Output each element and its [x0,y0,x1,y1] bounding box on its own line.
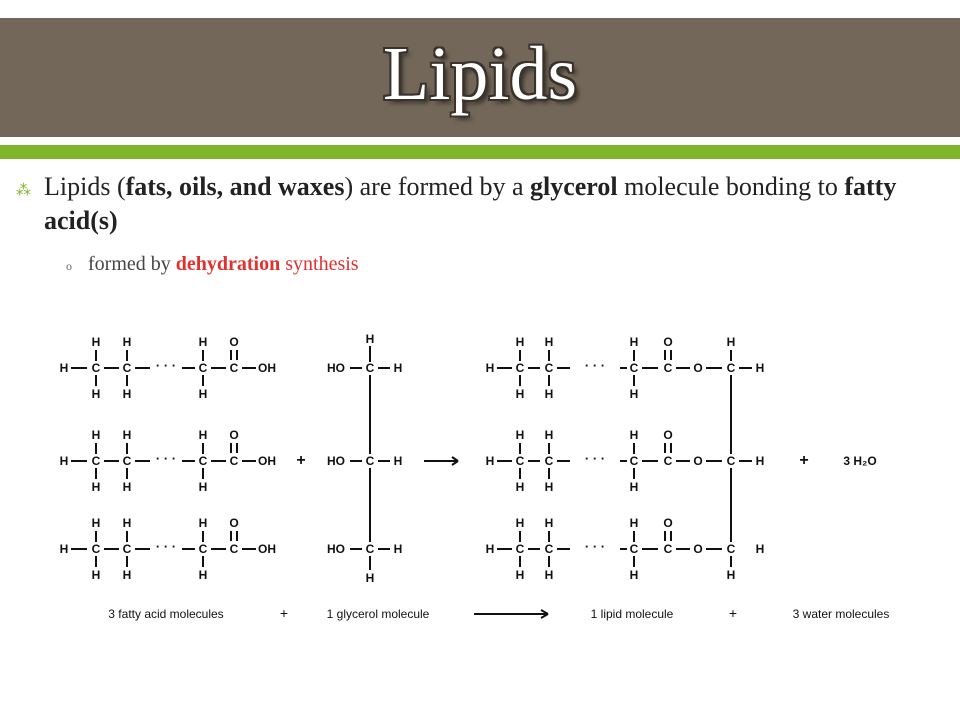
hydrogen-atom: H [544,335,554,349]
text-run-highlight: dehydration [175,253,281,275]
hydrogen-atom: H [122,335,132,349]
plus-sign: + [728,605,738,621]
hydrogen-atom: H [515,387,525,401]
text-run-bold: fatty acid(s) [44,172,897,235]
hydrogen-atom: H [515,480,525,494]
hydrogen-atom: H [515,568,525,582]
carbon-atom: C [663,542,673,556]
accent-rule [0,145,960,159]
hydrogen-atom: H [515,516,525,530]
carbon-atom: C [726,361,736,375]
hydroxyl-group: OH [258,361,276,375]
carbon-atom: C [91,454,101,468]
caption-arrow [541,614,548,618]
hydrogen-atom: H [198,387,208,401]
hydroxyl-group: HO [327,361,345,375]
carbon-atom: C [629,454,639,468]
text-run: formed by [88,253,176,275]
carbon-atom: C [663,361,673,375]
hydrogen-atom: H [629,335,639,349]
carbon-atom: C [663,454,673,468]
hydrogen-atom: H [544,516,554,530]
carbon-atom: C [122,454,132,468]
hydrogen-atom: H [91,568,101,582]
hydrogen-atom: H [91,335,101,349]
caption-water: 3 water molecules [792,607,890,621]
carbon-atom: C [515,454,525,468]
hydrogen-atom: H [122,480,132,494]
carbon-atom: C [726,454,736,468]
hydrogen-atom: H [122,568,132,582]
oxygen-atom: O [663,516,673,530]
hydrogen-atom: H [485,542,495,556]
hydrogen-atom: H [544,568,554,582]
hydrogen-atom: H [544,428,554,442]
hydroxyl-group: OH [258,454,276,468]
text-run: Lipids ( [44,172,126,201]
text-run-highlight: synthesis [280,253,359,275]
caption-fatty-acids: 3 fatty acid molecules [108,607,224,621]
carbon-atom: C [198,454,208,468]
hydrogen-atom: H [59,454,69,468]
bullet-dehydration [88,253,359,276]
plus-sign: + [296,452,306,469]
carbon-atom: C [229,454,239,468]
plus-sign: + [799,452,809,469]
chain-dots: · · · [584,358,606,373]
text-run-bold: glycerol [530,172,618,201]
chain-dots: · · · [584,451,606,466]
carbon-atom: C [629,361,639,375]
oxygen-atom: O [663,335,673,349]
carbon-atom: C [365,542,375,556]
caption-arrow [541,610,548,614]
hydrogen-atom: H [629,387,639,401]
reaction-arrow [452,457,458,461]
hydrogen-atom: H [515,428,525,442]
carbon-atom: C [122,542,132,556]
hydrogen-atom: H [91,387,101,401]
hydrogen-atom: H [544,480,554,494]
chain-dots: · · · [155,451,177,466]
hydrogen-atom: H [629,516,639,530]
carbon-atom: C [229,542,239,556]
oxygen-atom: O [663,428,673,442]
hydrogen-atom: H [755,542,765,556]
carbon-atom: C [365,454,375,468]
reaction-arrow [452,461,458,465]
oxygen-atom: O [229,516,239,530]
caption-glycerol: 1 glycerol molecule [326,607,430,621]
hydrogen-atom: H [393,361,403,375]
hydroxyl-group: OH [258,542,276,556]
hydrogen-atom: H [198,428,208,442]
carbon-atom: C [726,542,736,556]
hydrogen-atom: H [198,516,208,530]
carbon-atom: C [544,454,554,468]
sub-bullet-icon: o [66,259,72,273]
text-run: molecule bonding to [617,172,845,201]
hydrogen-atom: H [544,387,554,401]
hydrogen-atom: H [198,568,208,582]
chain-dots: · · · [155,539,177,554]
carbon-atom: C [365,361,375,375]
caption-lipid: 1 lipid molecule [590,607,674,621]
hydroxyl-group: HO [327,454,345,468]
hydrogen-atom: H [91,480,101,494]
hydrogen-atom: H [629,428,639,442]
hydrogen-atom: H [198,480,208,494]
hydrogen-atom: H [122,428,132,442]
chain-dots: · · · [155,358,177,373]
hydroxyl-group: HO [327,542,345,556]
hydrogen-atom: H [755,454,765,468]
oxygen-atom: O [693,454,703,468]
chain-dots: · · · [584,539,606,554]
plus-sign: + [279,605,289,621]
hydrogen-atom: H [726,335,736,349]
hydrogen-atom: H [122,387,132,401]
carbon-atom: C [515,361,525,375]
carbon-atom: C [629,542,639,556]
hydrogen-atom: H [515,335,525,349]
oxygen-atom: O [229,335,239,349]
carbon-atom: C [544,542,554,556]
hydrogen-atom: H [365,332,375,346]
oxygen-atom: O [693,361,703,375]
carbon-atom: C [515,542,525,556]
carbon-atom: C [198,361,208,375]
carbon-atom: C [122,361,132,375]
hydrogen-atom: H [365,571,375,585]
hydrogen-atom: H [122,516,132,530]
hydrogen-atom: H [91,516,101,530]
carbon-atom: C [198,542,208,556]
hydrogen-atom: H [393,542,403,556]
hydrogen-atom: H [629,480,639,494]
hydrogen-atom: H [393,454,403,468]
hydrogen-atom: H [485,361,495,375]
hydrogen-atom: H [629,568,639,582]
hydrogen-atom: H [198,335,208,349]
hydrogen-atom: H [91,428,101,442]
text-run-bold: fats, oils, and waxes [125,172,345,201]
hydrogen-atom: H [726,568,736,582]
bullet-lipids-definition [44,170,954,238]
carbon-atom: C [91,542,101,556]
oxygen-atom: O [693,542,703,556]
hydrogen-atom: H [755,361,765,375]
oxygen-atom: O [229,428,239,442]
text-run: ) are formed by a [344,172,530,201]
hydrogen-atom: H [59,542,69,556]
hydrogen-atom: H [59,361,69,375]
slide-title: Lipids [382,32,578,116]
carbon-atom: C [91,361,101,375]
water-formula: 3 H₂O [843,454,877,468]
carbon-atom: C [544,361,554,375]
bullet-icon: ⁂ [16,181,31,199]
hydrogen-atom: H [485,454,495,468]
carbon-atom: C [229,361,239,375]
